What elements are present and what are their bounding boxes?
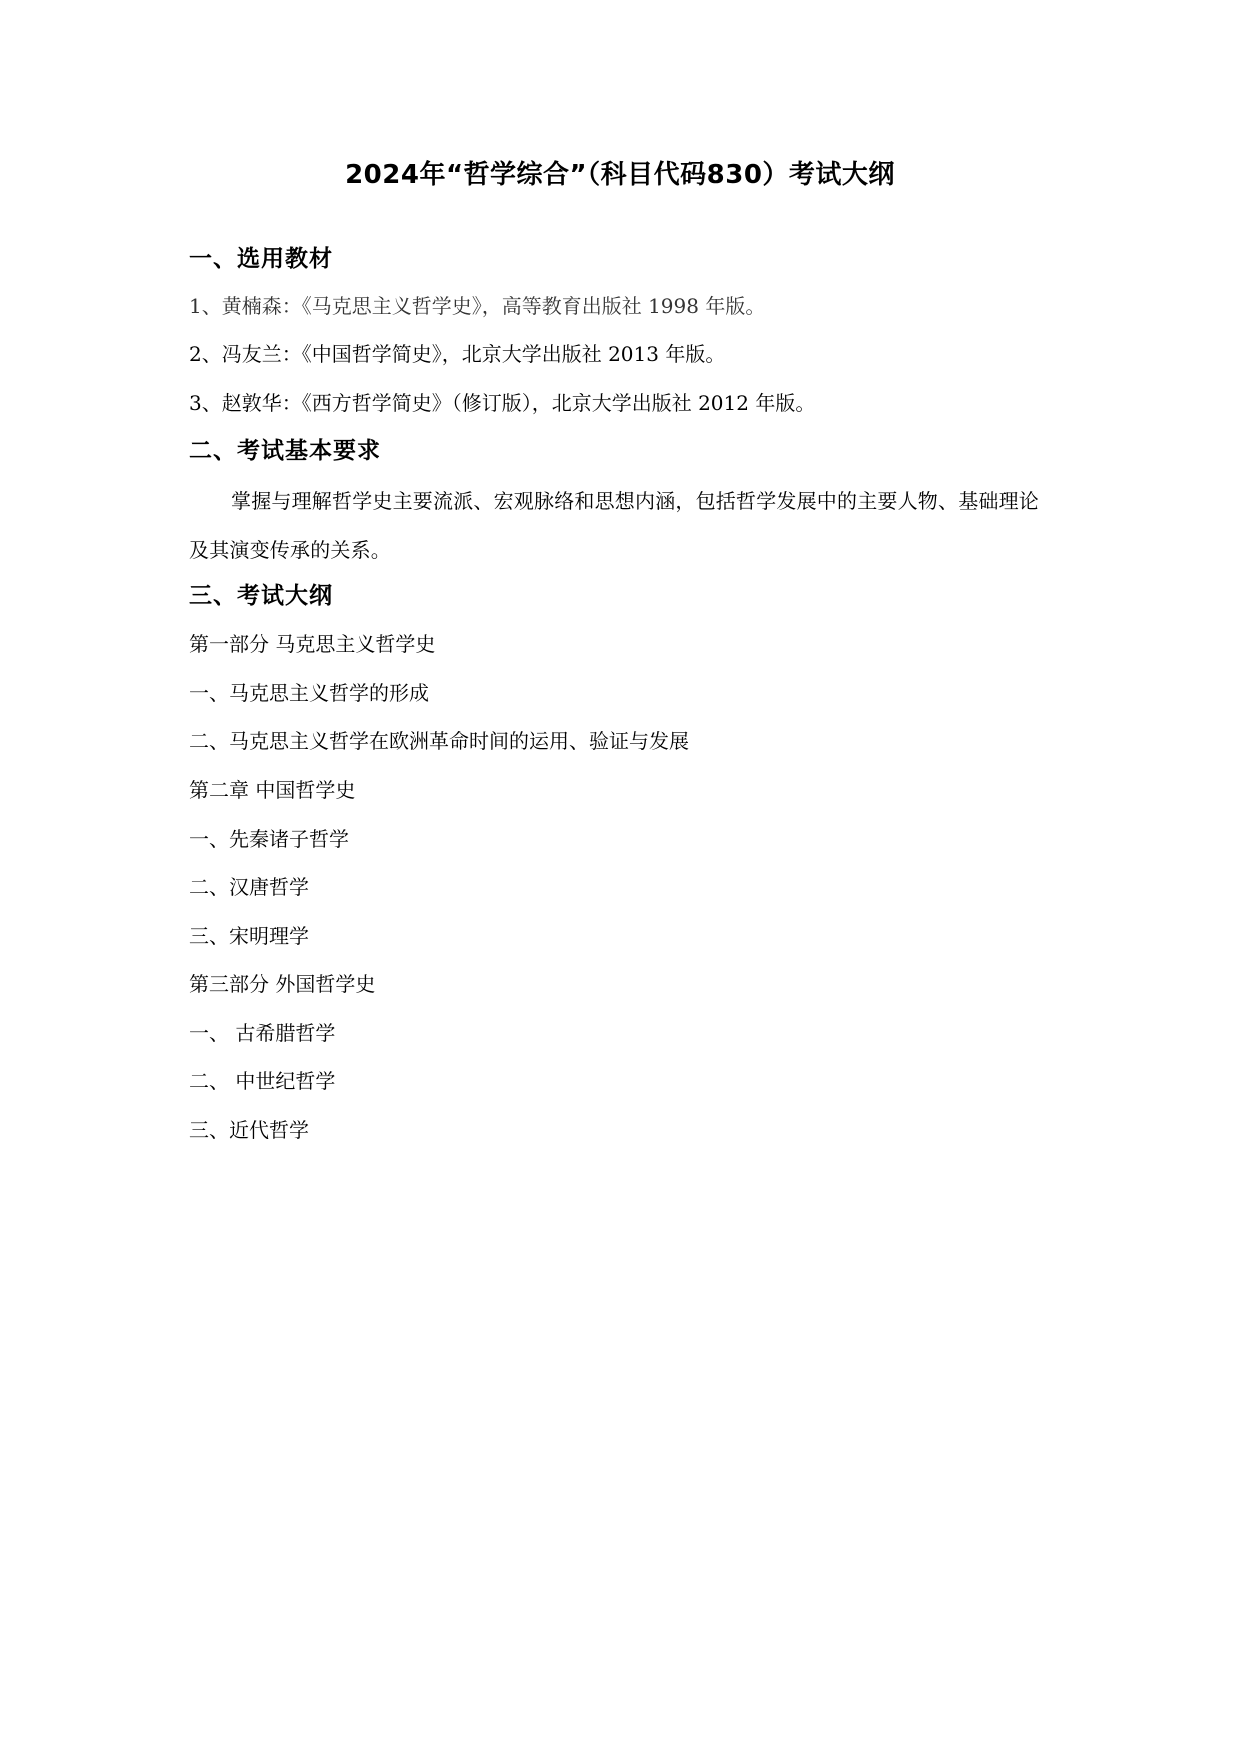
outline-item: 三、近代哲学: [189, 1118, 309, 1142]
outline-part-3: 第三部分 外国哲学史: [189, 972, 376, 996]
section-heading-textbooks: 一、选用教材: [189, 246, 333, 272]
section-heading-requirements: 二、考试基本要求: [189, 438, 381, 464]
requirements-paragraph: 掌握与理解哲学史主要流派、宏观脉络和思想内涵，包括哲学发展中的主要人物、基础理论及其演变传承的关系。: [189, 489, 1039, 562]
outline-item: 二、 中世纪哲学: [189, 1069, 336, 1093]
document-title: 2024年“哲学综合”（科目代码830）考试大纲: [345, 160, 895, 190]
outline-item: 一、马克思主义哲学的形成: [189, 681, 429, 705]
textbook-item-2: 2、冯友兰：《中国哲学简史》，北京大学出版社 2013 年版。: [189, 342, 726, 366]
textbook-item-3: 3、赵敦华：《西方哲学简史》（修订版），北京大学出版社 2012 年版。: [189, 391, 816, 415]
outline-item: 一、 古希腊哲学: [189, 1021, 336, 1045]
outline-item: 一、先秦诸子哲学: [189, 827, 349, 851]
outline-item: 三、宋明理学: [189, 924, 309, 948]
outline-item: 二、马克思主义哲学在欧洲革命时间的运用、验证与发展: [189, 729, 689, 753]
outline-part-1: 第一部分 马克思主义哲学史: [189, 632, 436, 656]
textbook-item-1: 1、黄楠森：《马克思主义哲学史》，高等教育出版社 1998 年版。: [189, 294, 766, 318]
section-heading-outline: 三、考试大纲: [189, 583, 333, 609]
outline-part-2: 第二章 中国哲学史: [189, 778, 356, 802]
outline-item: 二、汉唐哲学: [189, 875, 309, 899]
